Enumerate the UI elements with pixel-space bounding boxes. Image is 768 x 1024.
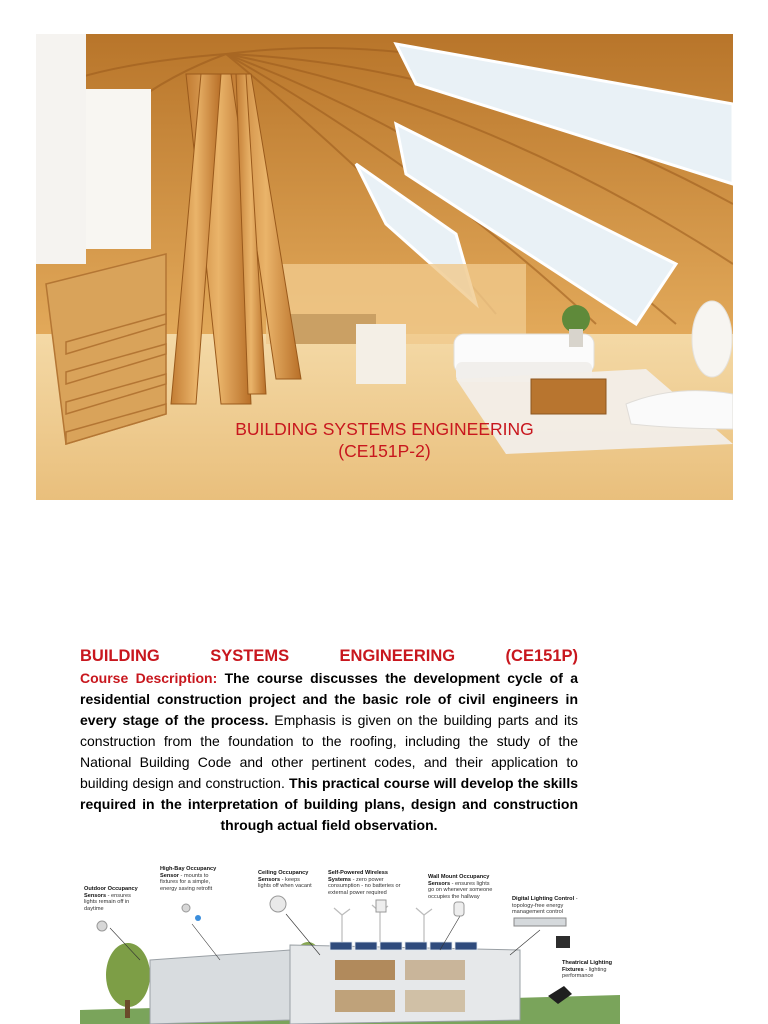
course-description-label: Course Description: xyxy=(80,670,218,686)
diagram-label-title: Ceiling Occupancy Sensors xyxy=(258,870,309,883)
diagram-label-title: Outdoor Occupancy Sensors xyxy=(84,886,138,899)
course-heading xyxy=(80,646,578,667)
diagram-label-desc: - topology-free energy management control xyxy=(512,896,578,916)
diagram-label-digital-control xyxy=(512,896,592,916)
diagram-label-desc: - ensures lights remain off in daytime xyxy=(84,892,131,912)
diagram-label-wall-sensors xyxy=(428,874,496,900)
diagram-label-title: Wall Mount Occupancy Sensors xyxy=(428,874,490,887)
hero-photo xyxy=(36,34,733,500)
diagram-label-desc: - mounts to fixtures for a simple, energy saving retrofit xyxy=(160,872,213,892)
course-description-intro: The course discusses the development cycle of a residential construction project and the basic role of civil engineers in every stage of the process. xyxy=(80,670,578,728)
course-heading-word: BUILDING xyxy=(80,647,160,665)
diagram-label-desc: - lighting performance xyxy=(562,966,607,980)
course-heading-word: SYSTEMS xyxy=(210,647,290,665)
course-section xyxy=(80,646,578,836)
lighting-controls-diagram xyxy=(80,860,620,1024)
diagram-label-title: Self-Powered Wireless Systems xyxy=(328,870,388,883)
diagram-label-wireless-systems xyxy=(328,870,408,896)
diagram-label-highbay-sensor xyxy=(160,866,222,892)
diagram-label-title: Digital Lighting Control xyxy=(512,896,575,902)
diagram-label-desc: - keeps lights off when vacant xyxy=(258,876,312,890)
diagram-label-title: High-Bay Occupancy Sensor xyxy=(160,866,217,879)
course-description-plain: Emphasis is given on the building parts and its construction from the foundation to the roofing, including the study of the National Building Code and other pertinent codes, and their application to building design and construction. xyxy=(80,712,579,791)
slide-title-line2: (CE151P-2) xyxy=(338,441,431,461)
diagram-label-ceiling-sensors xyxy=(258,870,314,890)
course-description-outro: This practical course will develop the skills required in the interpretation of building plans, design and construction through actual field observation. xyxy=(80,775,578,833)
diagram-label-desc: - zero power consumption - no batteries or external power required xyxy=(328,876,401,896)
slide-title xyxy=(36,418,733,462)
diagram-label-desc: - ensures lights go on whenever someone occupies the hallway xyxy=(428,880,493,900)
course-heading-word: ENGINEERING xyxy=(339,647,456,665)
diagram-label-outdoor-sensors xyxy=(84,886,142,912)
course-description xyxy=(80,668,578,836)
diagram-label-title: Theatrical Lighting Fixtures xyxy=(562,960,613,973)
slide-title-line1: BUILDING SYSTEMS ENGINEERING xyxy=(235,419,534,439)
diagram-label-theatrical-fixtures xyxy=(562,960,618,980)
course-heading-word: (CE151P) xyxy=(505,647,578,665)
